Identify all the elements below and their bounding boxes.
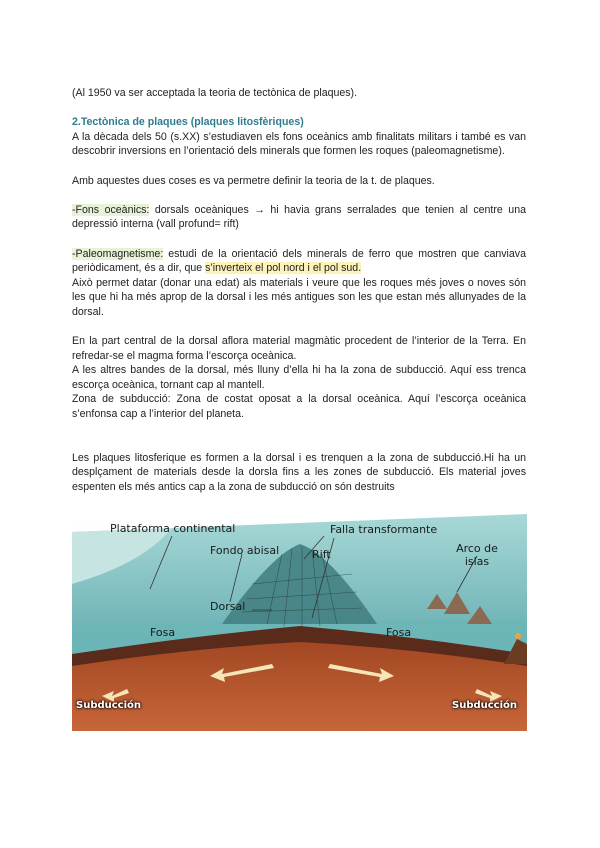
label-subduccion-right: Subducción: [452, 700, 518, 711]
label-fondo: Fondo abisal: [210, 544, 280, 557]
document-body: [72, 86, 526, 495]
term-paleo: -Paleomagnetisme:: [72, 247, 164, 260]
paleo-text: estudi de la orientació dels minerals de ferro que mostren que canviava periòdicament, és a dir, que: [72, 247, 526, 275]
label-arco: Arco de islas: [456, 542, 498, 568]
intro-paragraph: (Al 1950 va ser acceptada la teoria de tectònica de plaques).: [72, 87, 358, 99]
paragraph-decade: A la dècada dels 50 (s.XX) s’estudiaven els fons oceànics amb finalitats militars i també es van descobrir inversions en l’orientació dels minerals que formen les roques (paleomagnetisme).: [72, 130, 526, 158]
label-plataforma: Plataforma continental: [110, 522, 236, 535]
paragraph-plates: Les plaques litosferique es formen a la dorsal i es trenquen a la zona de subducció.Hi ha un desplçament de materials desde la dorsla fins a les zones de subducció. Els material joves espenten els més antics cap a la zona de subducció on són destruits: [72, 451, 526, 494]
label-falla: Falla transformante: [330, 523, 438, 536]
paragraph-dating: Això permet datar (donar una edat) als materials i veure que les roques més joves o noves són les que hi ha més aprop de la dorsal i les més antigues son les que estan més allunyades de la dorsal.: [72, 276, 526, 318]
label-fosa-right: Fosa: [386, 626, 412, 639]
paragraph-ocean-floor: [72, 203, 526, 232]
paragraph-paleomagnetism: [72, 247, 526, 276]
section-heading: 2.Tectònica de plaques (plaques litosfèriques): [72, 116, 304, 129]
paragraph-subduction-zone: Zona de subducció: Zona de costat oposat a la dorsal oceànica. Aquí l’escorça oceànica s’enfonsa cap a l’interior del planeta.: [72, 393, 526, 421]
term-fons: -Fons oceànics:: [72, 203, 150, 216]
label-rift: Rift: [312, 548, 331, 561]
label-subduccion-left: Subducción: [76, 700, 142, 711]
label-fosa-left: Fosa: [150, 626, 176, 639]
paragraph-magma: En la part central de la dorsal aflora material magmàtic procedent de l’interior de la Terra. En refredar-se el magma forma l’escorça oceànica.: [72, 335, 526, 362]
paragraph-definition: Amb aquestes dues coses es va permetre definir la teoria de la t. de plaques.: [72, 174, 435, 187]
plate-tectonics-figure: [72, 514, 527, 731]
highlight-pole-inversion: s’inverteix el pol nord i el pol sud.: [205, 262, 362, 275]
paragraph-other-sides: A les altres bandes de la dorsal, més lluny d’ella hi ha la zona de subducció. Aquí ess trenca escorça oceànica, tornant cap al mantell.: [72, 364, 526, 391]
ocean-floor-text: dorsals oceàniques → hi havia grans serralades que tenien al centre una depressió interna (vall profund= rift): [72, 203, 526, 231]
label-dorsal: Dorsal: [210, 600, 246, 613]
